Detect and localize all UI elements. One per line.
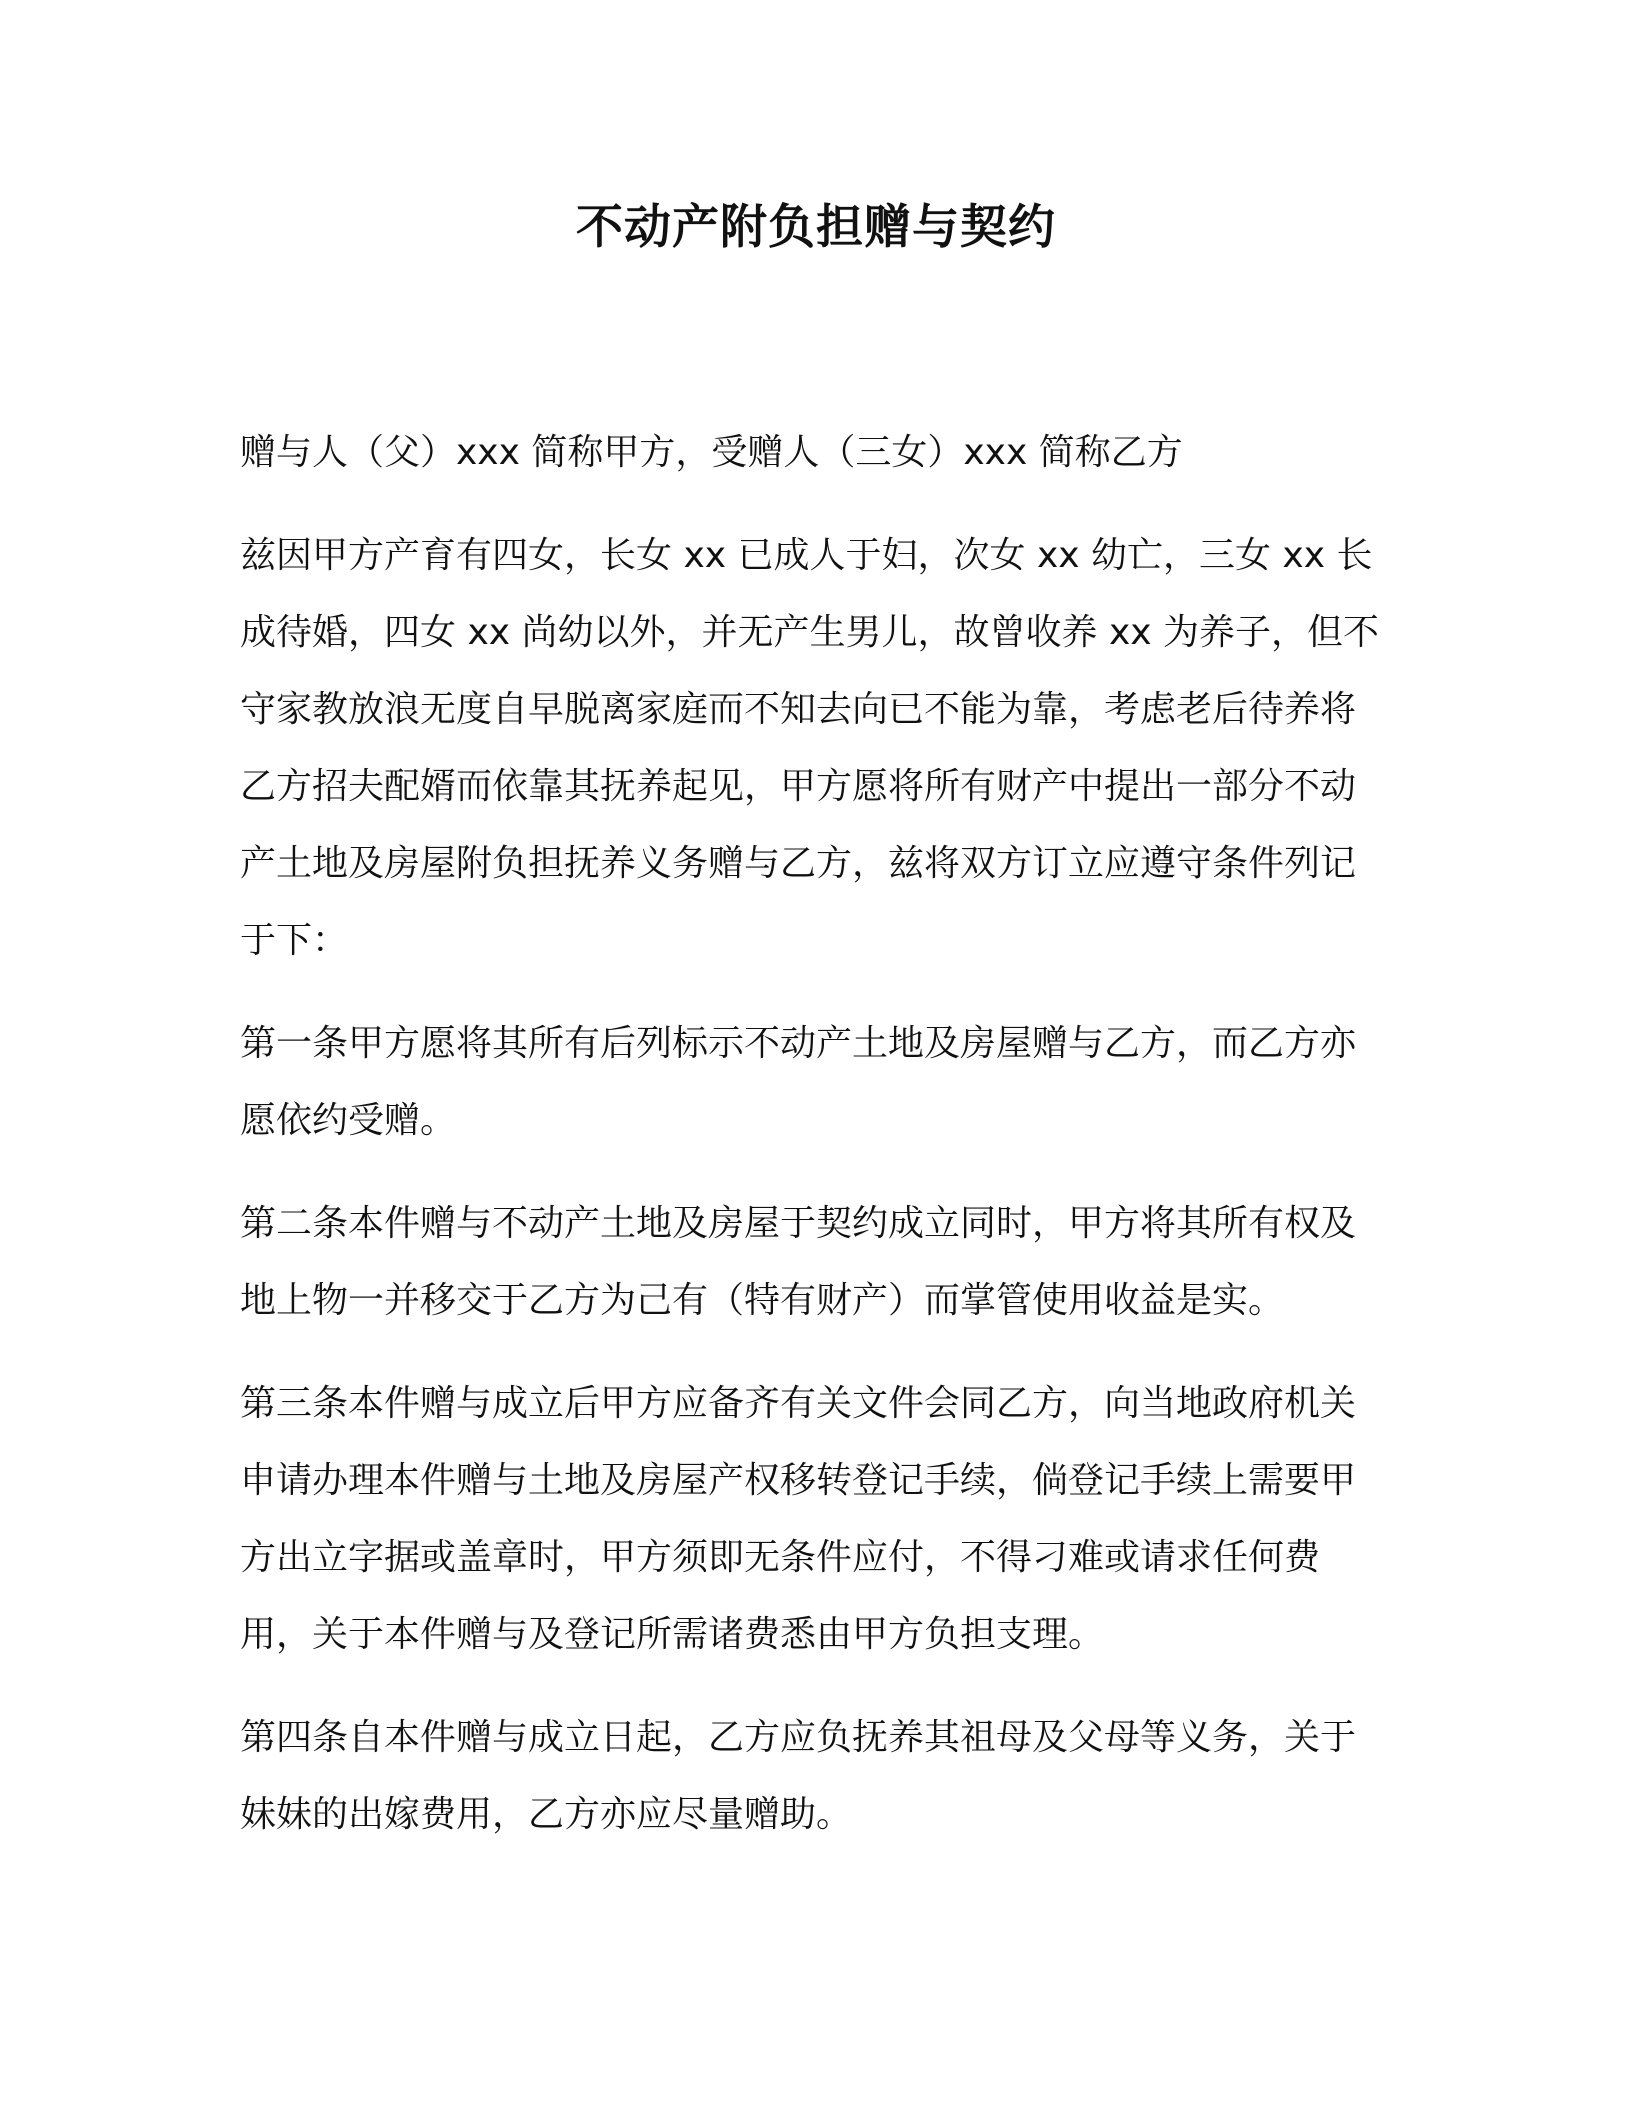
article-2-paragraph: 第二条本件赠与不动产土地及房屋于契约成立同时，甲方将其所有权及地上物一并移交于乙方为己有（特有财产）而掌管使用收益是实。 xyxy=(240,1203,1357,1321)
preamble-paragraph: 兹因甲方产育有四女，长女 xx 已成人于妇，次女 xx 幼亡，三女 xx 长成待婚，四女 xx 尚幼以外，并无产生男儿，故曾收养 xx 为养子，但不守家教放浪无度自早脱离家庭而不知去向已不能为靠，考虑老后待养将乙方招夫配婿而依靠其抚养起见，甲方愿将所有财产中提出一部分不动产土地及房屋附负担抚养义务赠与乙方，兹将双方订立应遵守条件列记于下： xyxy=(240,535,1379,961)
parties-paragraph: 赠与人（父）xxx 简称甲方，受赠人（三女）xxx 简称乙方 xyxy=(240,432,1183,473)
article-1-paragraph: 第一条甲方愿将其所有后列标示不动产土地及房屋赠与乙方，而乙方亦愿依约受赠。 xyxy=(240,1023,1357,1141)
article-3-paragraph: 第三条本件赠与成立后甲方应备齐有关文件会同乙方，向当地政府机关申请办理本件赠与土地及房屋产权移转登记手续，倘登记手续上需要甲方出立字据或盖章时，甲方须即无条件应付，不得刁难或请求任何费用，关于本件赠与及登记所需诸费悉由甲方负担支理。 xyxy=(240,1383,1357,1655)
document-body xyxy=(240,414,1390,1879)
document-title: 不动产附负担赠与契约 xyxy=(576,200,1056,255)
article-4-paragraph: 第四条自本件赠与成立日起，乙方应负抚养其祖母及父母等义务，关于妹妹的出嫁费用，乙方亦应尽量赠助。 xyxy=(240,1717,1357,1835)
